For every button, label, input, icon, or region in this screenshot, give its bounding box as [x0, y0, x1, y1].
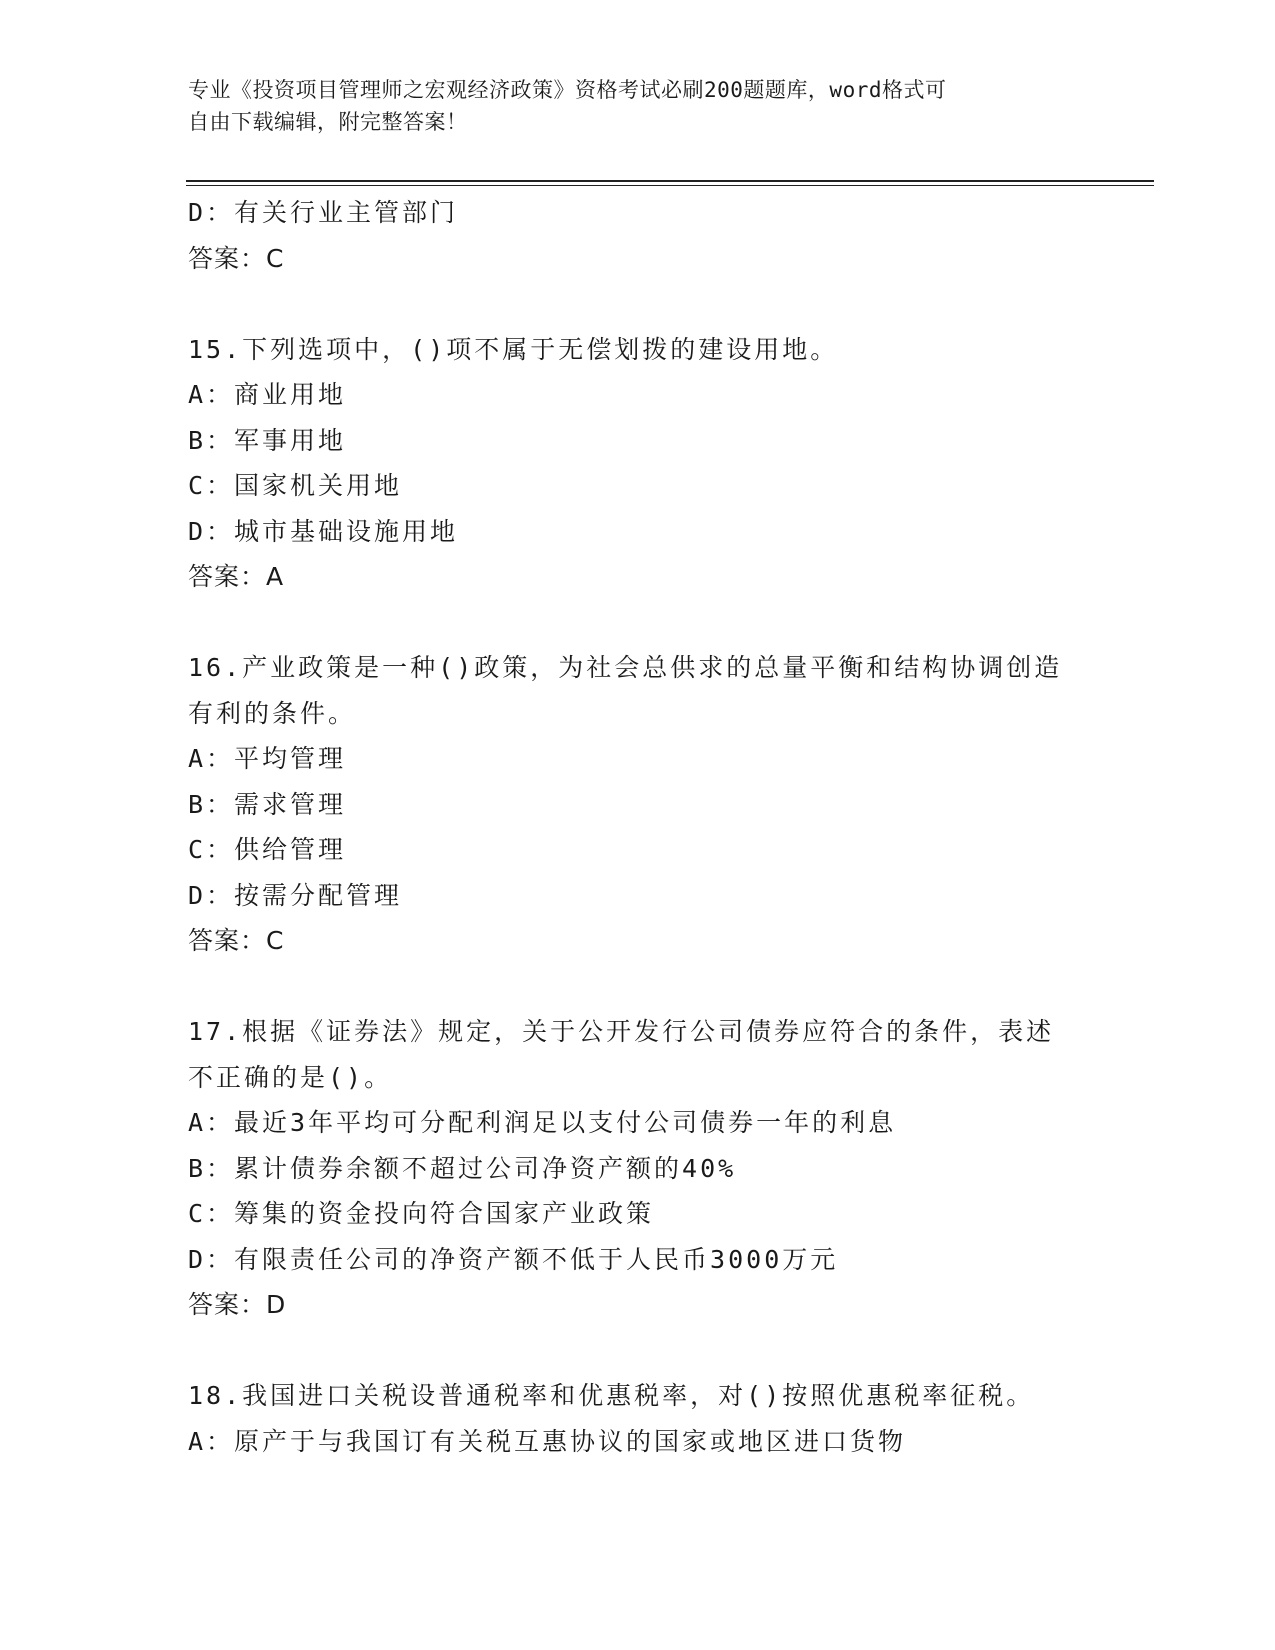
answer: 答案：C: [188, 243, 285, 273]
question-text-line-1: 17.根据《证券法》规定，关于公开发行公司债券应符合的条件，表述: [188, 1017, 1055, 1046]
question-text: 18.我国进口关税设普通税率和优惠税率，对()按照优惠税率征税。: [188, 1381, 1035, 1410]
option-a: A：原产于与我国订有关税互惠协议的国家或地区进口货物: [188, 1426, 907, 1456]
option-b: B：需求管理: [188, 789, 347, 819]
option-c: C：国家机关用地: [188, 471, 403, 500]
option-a: A：商业用地: [188, 380, 347, 409]
option-d: D：有关行业主管部门: [188, 198, 459, 227]
question-text: 15.下列选项中，()项不属于无偿划拨的建设用地。: [188, 334, 839, 364]
option-b: B：累计债券余额不超过公司净资产额的40%: [188, 1153, 737, 1183]
question-15: [188, 327, 1088, 600]
question-18: [188, 1373, 1088, 1464]
question-14-tail: [188, 190, 1088, 281]
option-b: B：军事用地: [188, 425, 347, 455]
question-text-line-2: 有利的条件。: [188, 698, 357, 728]
question-16: [188, 645, 1088, 964]
header-line-1: 专业《投资项目管理师之宏观经济政策》资格考试必刷200题题库，word格式可: [188, 78, 947, 102]
answer: 答案：C: [188, 926, 285, 955]
option-a: A：最近3年平均可分配利润足以支付公司债券一年的利息: [188, 1108, 897, 1137]
question-list: [188, 190, 1088, 1464]
option-d: D：按需分配管理: [188, 880, 403, 910]
header-divider-thick: [186, 180, 1154, 182]
document-header: [188, 74, 1068, 138]
option-c: C：供给管理: [188, 835, 347, 864]
answer: 答案：A: [188, 562, 285, 591]
answer: 答案：D: [188, 1290, 287, 1319]
option-c: C：筹集的资金投向符合国家产业政策: [188, 1199, 655, 1228]
question-17: [188, 1009, 1088, 1328]
option-a: A：平均管理: [188, 744, 347, 773]
option-d: D：有限责任公司的净资产额不低于人民币3000万元: [188, 1244, 839, 1274]
option-d: D：城市基础设施用地: [188, 516, 459, 546]
header-line-2: 自由下载编辑，附完整答案！: [188, 110, 468, 134]
question-text-line-2: 不正确的是()。: [188, 1062, 393, 1092]
header-divider-thin: [186, 185, 1154, 186]
question-text-line-1: 16.产业政策是一种()政策，为社会总供求的总量平衡和结构协调创造: [188, 653, 1063, 682]
